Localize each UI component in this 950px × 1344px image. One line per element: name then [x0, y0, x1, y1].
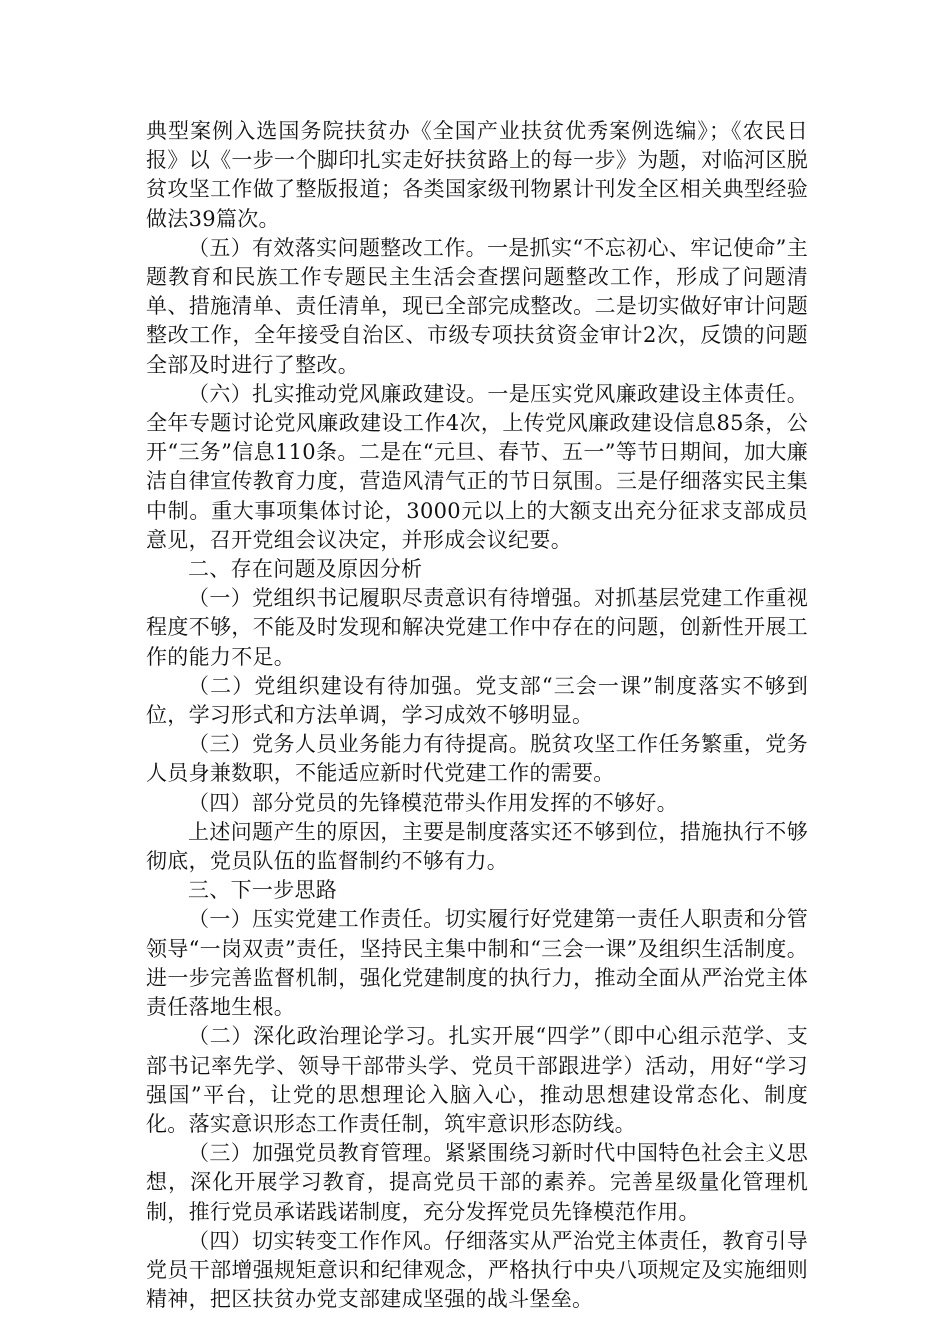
paragraph-next-step-2: （二）深化政治理论学习。扎实开展“四学”（即中心组示范学、支部书记率先学、领导干部带头学、党员干部跟进学）活动，用好“学习强国”平台，让党的思想理论入脑入心，推动思想建设常态化、制度化。落实意识形态工作责任制，筑牢意识形态防线。: [146, 1024, 808, 1136]
paragraph-problem-4: （四）部分党员的先锋模范带头作用发挥的不够好。: [188, 790, 678, 815]
paragraph-problem-3: （三）党务人员业务能力有待提高。脱贫攻坚工作任务繁重，党务人员身兼数职，不能适应新时代党建工作的需要。: [146, 732, 808, 786]
paragraph-next-step-4: （四）切实转变工作作风。仔细落实从严治党主体责任，教育引导党员干部增强规矩意识和纪律观念，严格执行中央八项规定及实施细则精神，把区扶贫办党支部建成坚强的战斗堡垒。: [146, 1228, 808, 1312]
paragraph-rectification: （五）有效落实问题整改工作。一是抓实“不忘初心、牢记使命”主题教育和民族工作专题民主生活会查摆问题整改工作，形成了问题清单、措施清单、责任清单，现已全部完成整改。二是切实做好审计问题整改工作，全年接受自治区、市级专项扶贫资金审计2次，反馈的问题全部及时进行了整改。: [146, 235, 808, 377]
paragraph-problem-causes: 上述问题产生的原因，主要是制度落实还不够到位，措施执行不够彻底，党员队伍的监督制约不够有力。: [146, 819, 808, 874]
paragraph-next-step-3: （三）加强党员教育管理。紧紧围绕习新时代中国特色社会主义思想，深化开展学习教育，提高党员干部的素养。完善星级量化管理机制，推行党员承诺践诺制度，充分发挥党员先锋模范作用。: [146, 1141, 808, 1224]
section-heading-problems: 二、存在问题及原因分析: [188, 557, 423, 582]
paragraph-next-step-1: （一）压实党建工作责任。切实履行好党建第一责任人职责和分管领导“一岗双责”责任，坚持民主集中制和“三会一课”及组织生活制度。进一步完善监督机制，强化党建制度的执行力，推动全面从严治党主体责任落地生根。: [146, 907, 808, 1020]
paragraph-problem-1: （一）党组织书记履职尽责意识有待增强。对抓基层党建工作重视程度不够，不能及时发现和解决党建工作中存在的问题，创新性开展工作的能力不足。: [146, 586, 808, 669]
section-heading-next-steps: 三、下一步思路: [188, 878, 338, 903]
paragraph-integrity-building: （六）扎实推动党风廉政建设。一是压实党风廉政建设主体责任。全年专题讨论党风廉政建设工作4次，上传党风廉政建设信息85条，公开“三务”信息110条。二是在“元旦、春节、五一”等节日期间，加大廉洁自律宣传教育力度，营造风清气正的节日氛围。三是仔细落实民主集中制。重大事项集体讨论，3000元以上的大额支出充分征求支部成员意见，召开党组会议决定，并形成会议纪要。: [146, 381, 808, 552]
paragraph-problem-2: （二）党组织建设有待加强。党支部“三会一课”制度落实不够到位，学习形式和方法单调，学习成效不够明显。: [146, 673, 808, 728]
paragraph-continuation: 典型案例入选国务院扶贫办《全国产业扶贫优秀案例选编》；《农民日报》以《一步一个脚印扎实走好扶贫路上的每一步》为题，对临河区脱贫攻坚工作做了整版报道；各类国家级刊物累计刊发全区相关典型经验做法39篇次。: [146, 119, 808, 231]
document-page: [146, 117, 808, 1314]
